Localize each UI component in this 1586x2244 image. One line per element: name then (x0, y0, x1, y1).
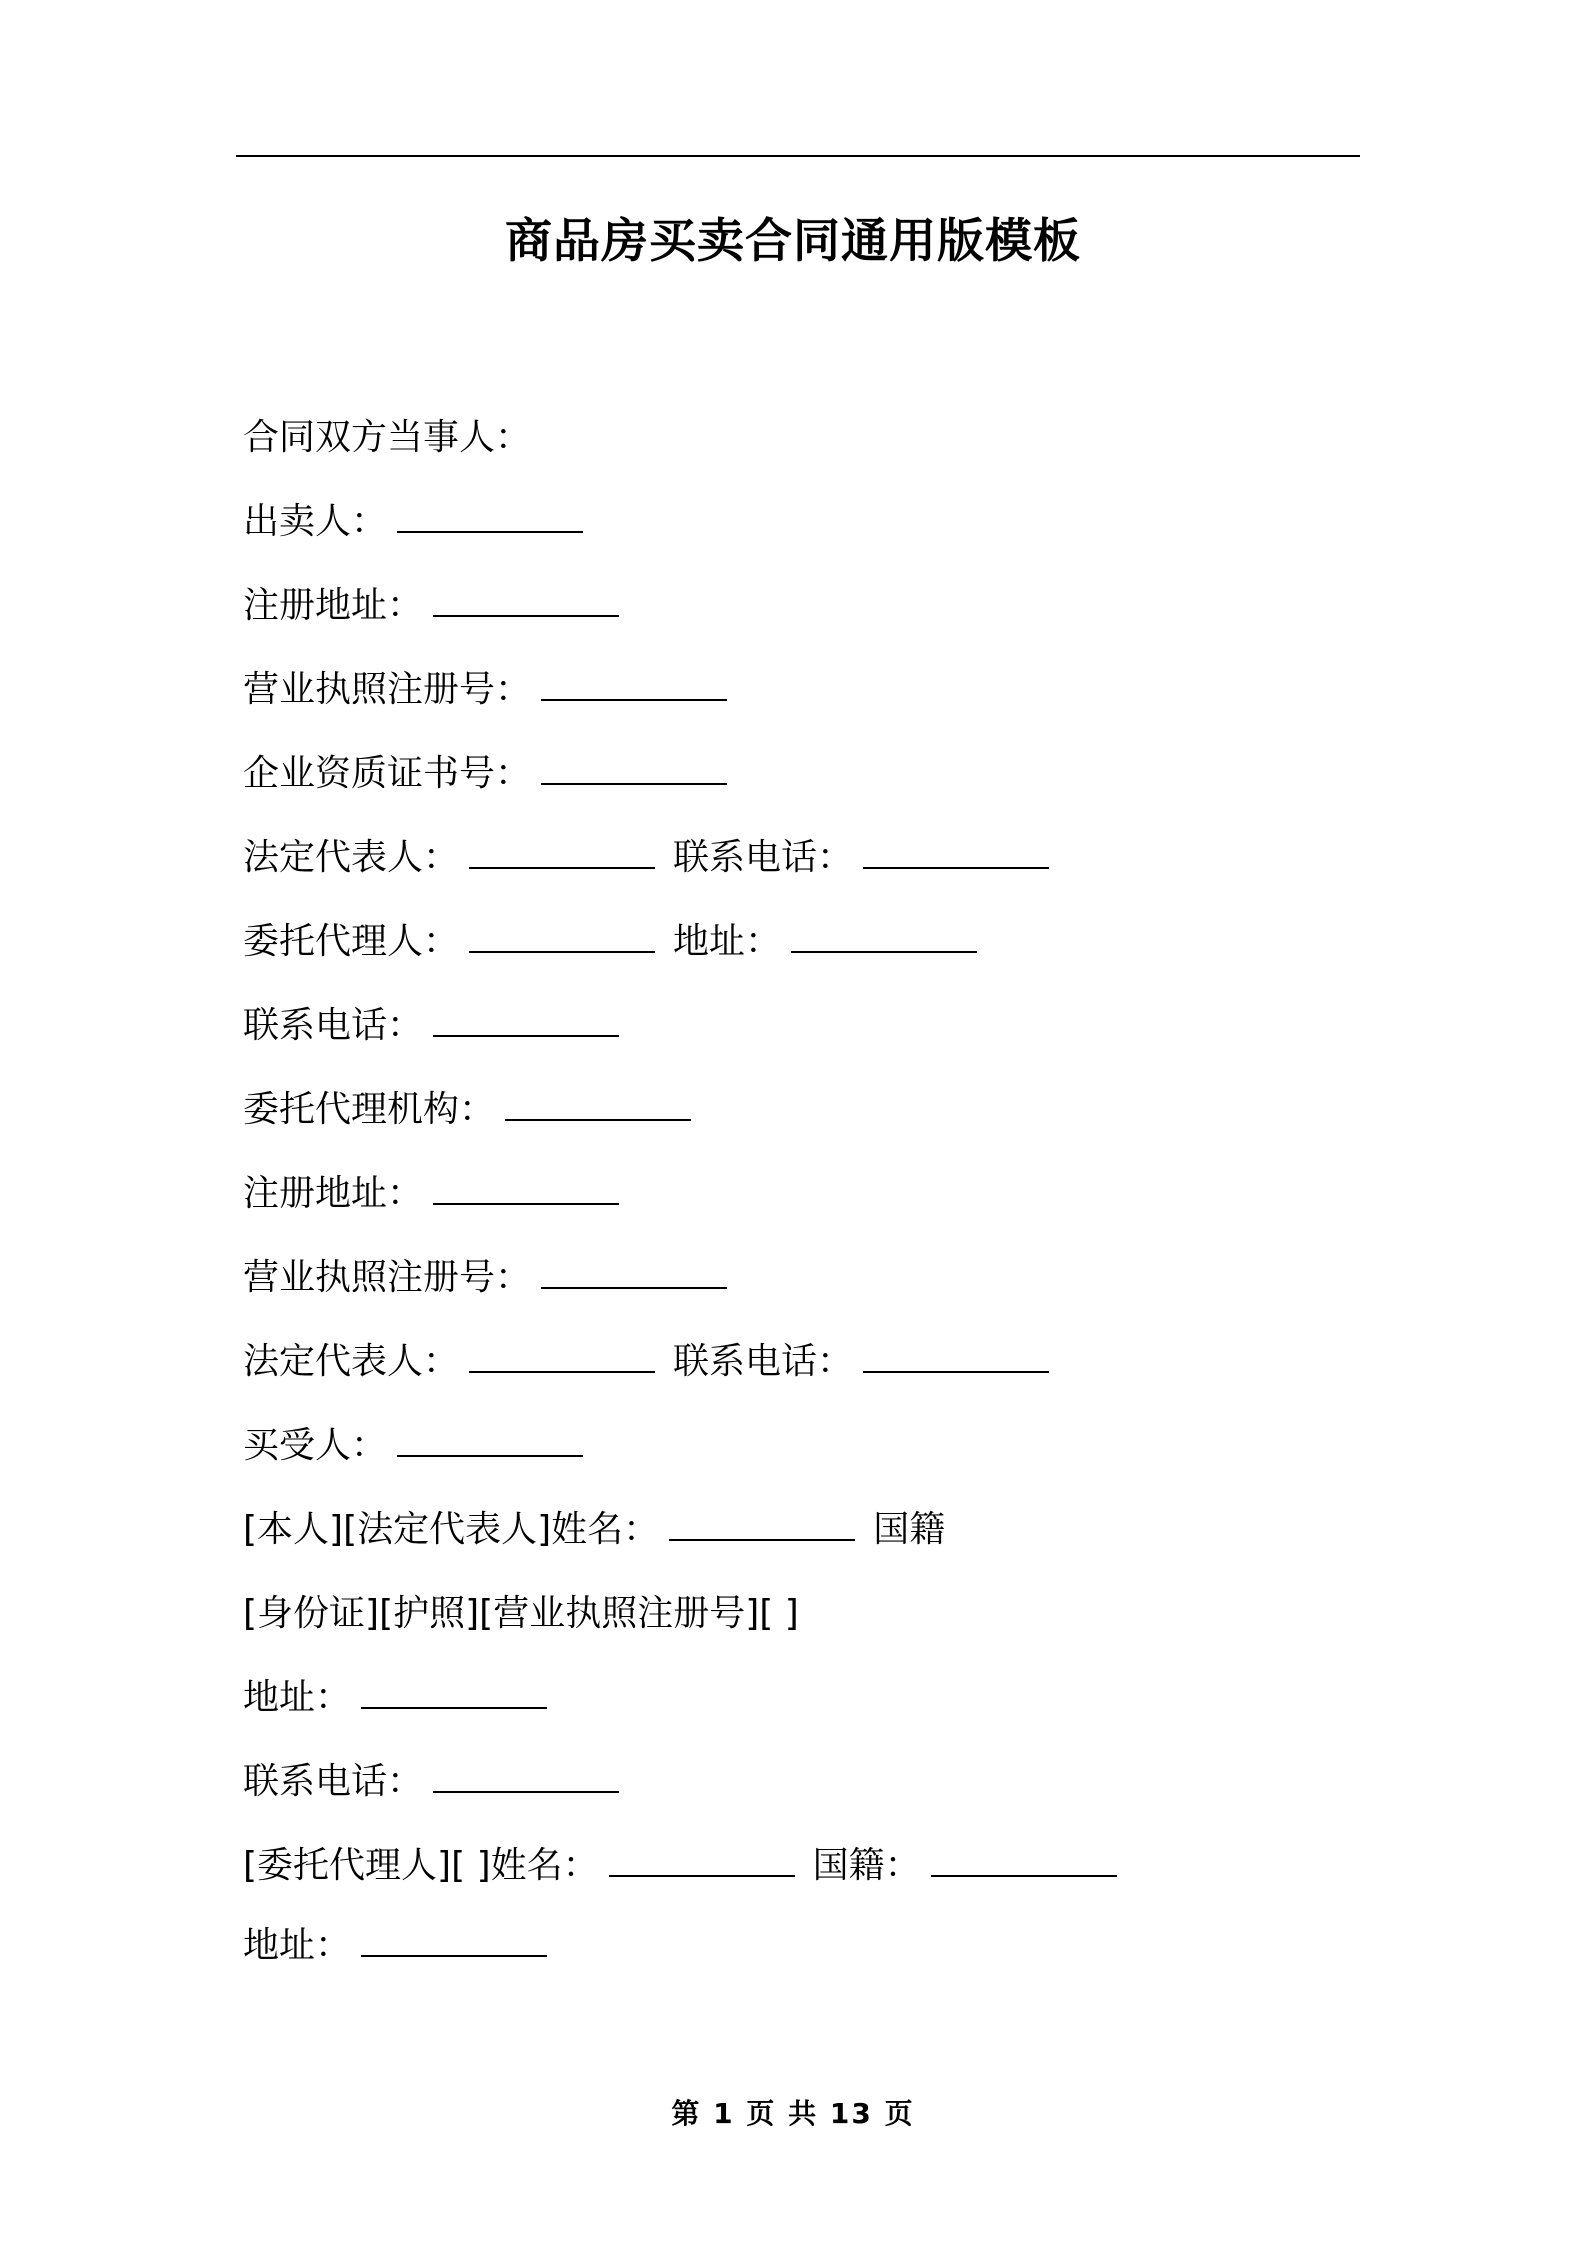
form-field (243, 1586, 799, 1642)
field-label: 营业执照注册号： (243, 1257, 532, 1298)
form-field (243, 578, 619, 634)
fill-in-blank[interactable] (541, 1257, 727, 1289)
form-field (673, 914, 977, 970)
fill-in-blank[interactable] (541, 753, 727, 785)
fill-in-blank[interactable] (469, 837, 655, 869)
form-line (243, 1586, 1363, 1670)
form-field (243, 830, 655, 886)
form-field (243, 410, 531, 466)
form-line (243, 494, 1363, 578)
page-number-footer: 第 1 页 共 13 页 (671, 2097, 915, 2130)
form-field (873, 1502, 945, 1558)
form-field (243, 662, 727, 718)
form-field (243, 1754, 619, 1810)
form-line (243, 914, 1363, 998)
fill-in-blank[interactable] (791, 921, 977, 953)
field-label: 企业资质证书号： (243, 753, 532, 794)
form-line (243, 1918, 1363, 2002)
form-field (243, 1418, 583, 1474)
document-title: 商品房买卖合同通用版模板 (505, 214, 1081, 269)
field-label: [身份证][护照][营业执照注册号][ ] (243, 1593, 799, 1634)
field-label: 联系电话： (673, 1341, 854, 1382)
form-line (243, 746, 1363, 830)
fill-in-blank[interactable] (609, 1845, 795, 1877)
field-label: 法定代表人： (243, 837, 460, 878)
field-label: 地址： (673, 921, 782, 962)
fill-in-blank[interactable] (397, 1425, 583, 1457)
fill-in-blank[interactable] (505, 1089, 691, 1121)
fill-in-blank[interactable] (361, 1677, 547, 1709)
form-line (243, 830, 1363, 914)
fill-in-blank[interactable] (469, 1341, 655, 1373)
contract-parties-section (243, 410, 1363, 2002)
field-label: 注册地址： (243, 1173, 424, 1214)
fill-in-blank[interactable] (433, 585, 619, 617)
form-line (243, 662, 1363, 746)
field-label: 联系电话： (673, 837, 854, 878)
form-field (243, 914, 655, 970)
form-field (243, 494, 583, 550)
form-line (243, 1754, 1363, 1838)
form-line (243, 410, 1363, 494)
fill-in-blank[interactable] (541, 669, 727, 701)
form-line (243, 1838, 1363, 1918)
fill-in-blank[interactable] (669, 1509, 855, 1541)
field-label: 委托代理机构： (243, 1089, 496, 1130)
form-field (813, 1838, 1117, 1894)
field-label: [本人][法定代表人]姓名： (243, 1509, 660, 1550)
form-line (243, 1502, 1363, 1586)
field-label: 买受人： (243, 1425, 388, 1466)
form-line (243, 1334, 1363, 1418)
field-label: 委托代理人： (243, 921, 460, 962)
fill-in-blank[interactable] (931, 1845, 1117, 1877)
fill-in-blank[interactable] (361, 1925, 547, 1957)
field-label: 联系电话： (243, 1005, 424, 1046)
field-label: 地址： (243, 1925, 352, 1966)
fill-in-blank[interactable] (469, 921, 655, 953)
field-label: 地址： (243, 1677, 352, 1718)
header-rule (236, 155, 1360, 157)
form-line (243, 1418, 1363, 1502)
field-label: 营业执照注册号： (243, 669, 532, 710)
fill-in-blank[interactable] (397, 501, 583, 533)
form-field (243, 1670, 547, 1726)
field-label: 注册地址： (243, 585, 424, 626)
fill-in-blank[interactable] (433, 1173, 619, 1205)
form-line (243, 998, 1363, 1082)
field-label: 国籍 (873, 1509, 946, 1550)
form-field (243, 1250, 727, 1306)
fill-in-blank[interactable] (863, 837, 1049, 869)
form-field (243, 1166, 619, 1222)
fill-in-blank[interactable] (433, 1761, 619, 1793)
form-field (243, 1918, 547, 1974)
fill-in-blank[interactable] (433, 1005, 619, 1037)
form-line (243, 1250, 1363, 1334)
field-label: 国籍： (812, 1845, 921, 1886)
form-line (243, 1166, 1363, 1250)
form-field (243, 1502, 855, 1558)
form-field (673, 1334, 1049, 1390)
form-field (243, 746, 727, 802)
fill-in-blank[interactable] (863, 1341, 1049, 1373)
form-field (243, 998, 619, 1054)
form-field (243, 1334, 655, 1390)
form-field (243, 1082, 691, 1138)
form-field (673, 830, 1049, 886)
field-label: 出卖人： (243, 501, 388, 542)
form-line (243, 578, 1363, 662)
form-line (243, 1670, 1363, 1754)
field-label: [委托代理人][ ]姓名： (243, 1845, 599, 1886)
form-field (243, 1838, 795, 1894)
form-line (243, 1082, 1363, 1166)
field-label: 合同双方当事人： (243, 417, 532, 458)
field-label: 法定代表人： (243, 1341, 460, 1382)
field-label: 联系电话： (243, 1761, 424, 1802)
